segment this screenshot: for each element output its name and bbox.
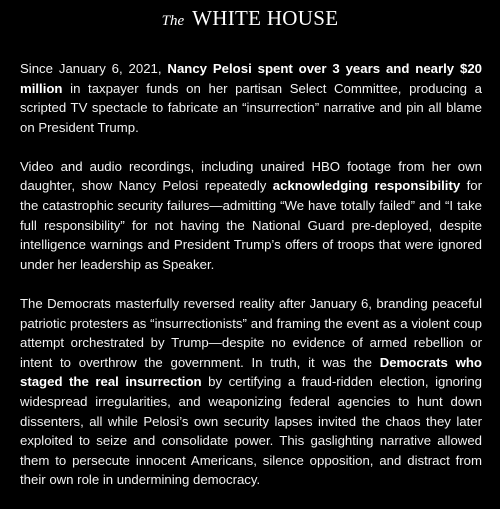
paragraph-3-text-b: by certifying a fraud-ridden election, ignoring widespread irregularities, and weaponizing federal agencies to hunt down dissenters, all while Pelosi’s own security lapses invited the chaos they later exploited to seize and consolidate power. This gaslighting narrative allowed them to persecute innocent Americans, silence opposition, and distract from their own role in undermining democracy. xyxy=(20,374,482,488)
paragraph-3-text-a: The Democrats masterfully reversed reality after January 6, branding peaceful patriotic protesters as “insurrectionists” and framing the event as a violent coup attempt orchestrated by Trump—despite no evidence of armed rebellion or intent to overthrow the government. In truth, it was the xyxy=(20,295,482,370)
paragraph-2 xyxy=(20,157,482,275)
paragraph-3 xyxy=(20,294,482,490)
paragraph-1-text-b: in taxpayer funds on her partisan Select Committee, producing a scripted TV spectacle to fabricate an “insurrection” narrative and pin all blame on President Trump. xyxy=(20,80,482,135)
paragraph-3-bold: Democrats who staged the real insurrection xyxy=(20,354,482,390)
paragraph-2-bold: acknowledging responsibility xyxy=(272,178,461,194)
paragraph-2-text-a: Video and audio recordings, including unaired HBO footage from her own daughter, show Nancy Pelosi repeatedly xyxy=(20,158,482,194)
paragraph-1 xyxy=(20,59,482,137)
article-body xyxy=(20,59,482,509)
paragraph-1-text-a: Since January 6, 2021, xyxy=(20,61,168,76)
site-header xyxy=(0,0,500,40)
logo-white-house: WHITE HOUSE xyxy=(192,6,339,30)
logo-the: The xyxy=(161,13,185,29)
paragraph-1-bold: Nancy Pelosi spent over 3 years and nearly $20 million xyxy=(20,61,483,96)
paragraph-2-text-b: for the catastrophic security failures—admitting “We have totally failed” and “I take full responsibility” for not having the National Guard pre-deployed, despite intelligence warnings and President Trump’s offers of troops that were ignored under her leadership as Speaker. xyxy=(20,178,482,272)
logo[interactable] xyxy=(161,6,339,30)
